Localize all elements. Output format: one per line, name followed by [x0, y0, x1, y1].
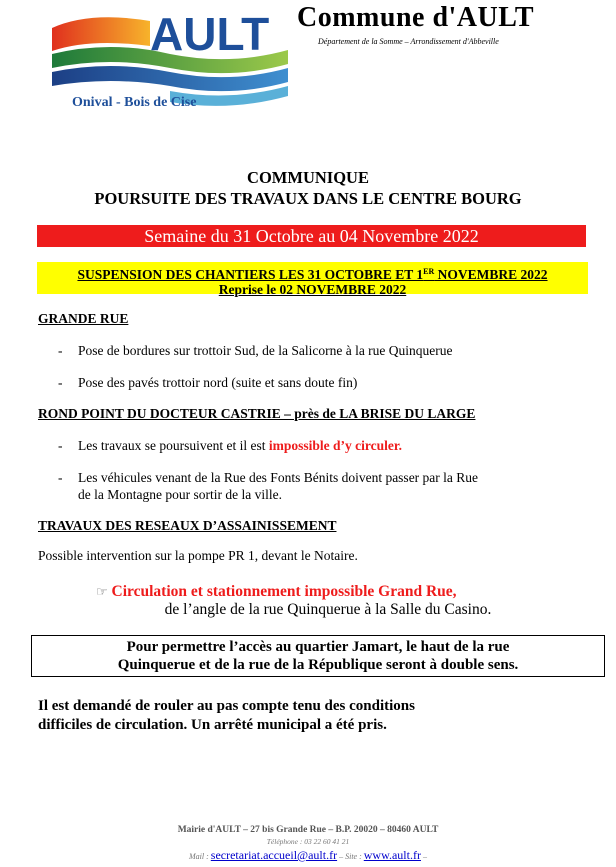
- access-line1: Pour permettre l’accès au quartier Jamart, le haut de la rue: [126, 639, 510, 655]
- circulation-detail: de l’angle de la rue Quinquerue à la Salle du Casino.: [164, 601, 492, 618]
- access-line2: Quinquerue et de la rue de la République seront à double sens.: [117, 657, 519, 673]
- circulation-warning: ☞ Circulation et stationnement impossible Grand Rue,: [96, 583, 457, 600]
- suspension-line2: Reprise le 02 NOVEMBRE 2022: [218, 282, 407, 297]
- impossible-text: impossible d’y circuler.: [268, 438, 402, 453]
- final-notice: Il est demandé de rouler au pas compte tenu des conditions difficiles de circulation. Un arrêté municipal a été pris.: [38, 698, 415, 733]
- ault-logo: [50, 6, 290, 116]
- list-item: - Pose de bordures sur trottoir Sud, de la Salicorne à la rue Quinquerue: [58, 343, 453, 358]
- mail-link[interactable]: secretariat.accueil@ault.fr: [210, 848, 338, 862]
- heading-grande-rue: GRANDE RUE: [38, 311, 129, 326]
- access-notice-box: [31, 635, 605, 677]
- suspension-line1: SUSPENSION DES CHANTIERS LES 31 OCTOBRE ET 1ER NOVEMBRE 2022: [77, 267, 548, 282]
- pompe-text: Possible intervention sur la pompe PR 1, devant le Notaire.: [38, 548, 358, 563]
- page-title: COMMUNIQUE: [247, 168, 369, 187]
- suspension-notice: [37, 262, 588, 297]
- heading-reseaux: TRAVAUX DES RESEAUX D’ASSAINISSEMENT: [38, 518, 337, 533]
- list-item: - Les véhicules venant de la Rue des Fonts Bénits doivent passer par la Rue de la Montagne pour sortir de la ville.: [58, 470, 479, 502]
- logo-subtitle: Onival - Bois de Cise: [72, 95, 197, 110]
- footer-phone: Téléphone : 03 22 60 41 21: [266, 837, 350, 846]
- logo-text: AULT: [150, 8, 270, 60]
- footer-address: Mairie d'AULT – 27 bis Grande Rue – B.P. 20020 – 80460 AULT: [177, 825, 439, 835]
- heading-rond-point: ROND POINT DU DOCTEUR CASTRIE – près de LA BRISE DU LARGE: [38, 406, 476, 421]
- pointing-hand-icon: ☞: [96, 584, 108, 599]
- page-subtitle: POURSUITE DES TRAVAUX DANS LE CENTRE BOURG: [94, 189, 522, 208]
- list-item: - Pose des pavés trottoir nord (suite et sans doute fin): [58, 375, 358, 390]
- site-link[interactable]: www.ault.fr: [363, 848, 421, 862]
- week-banner: Semaine du 31 Octobre au 04 Novembre 2022: [37, 225, 586, 247]
- footer-contact: Mail : secretariat.accueil@ault.fr – Site : www.ault.fr –: [189, 848, 427, 862]
- commune-title: Commune d'AULT: [297, 2, 535, 33]
- commune-subtitle: Département de la Somme – Arrondissement d'Abbeville: [318, 37, 499, 46]
- list-item: - Les travaux se poursuivent et il est impossible d’y circuler.: [58, 438, 402, 453]
